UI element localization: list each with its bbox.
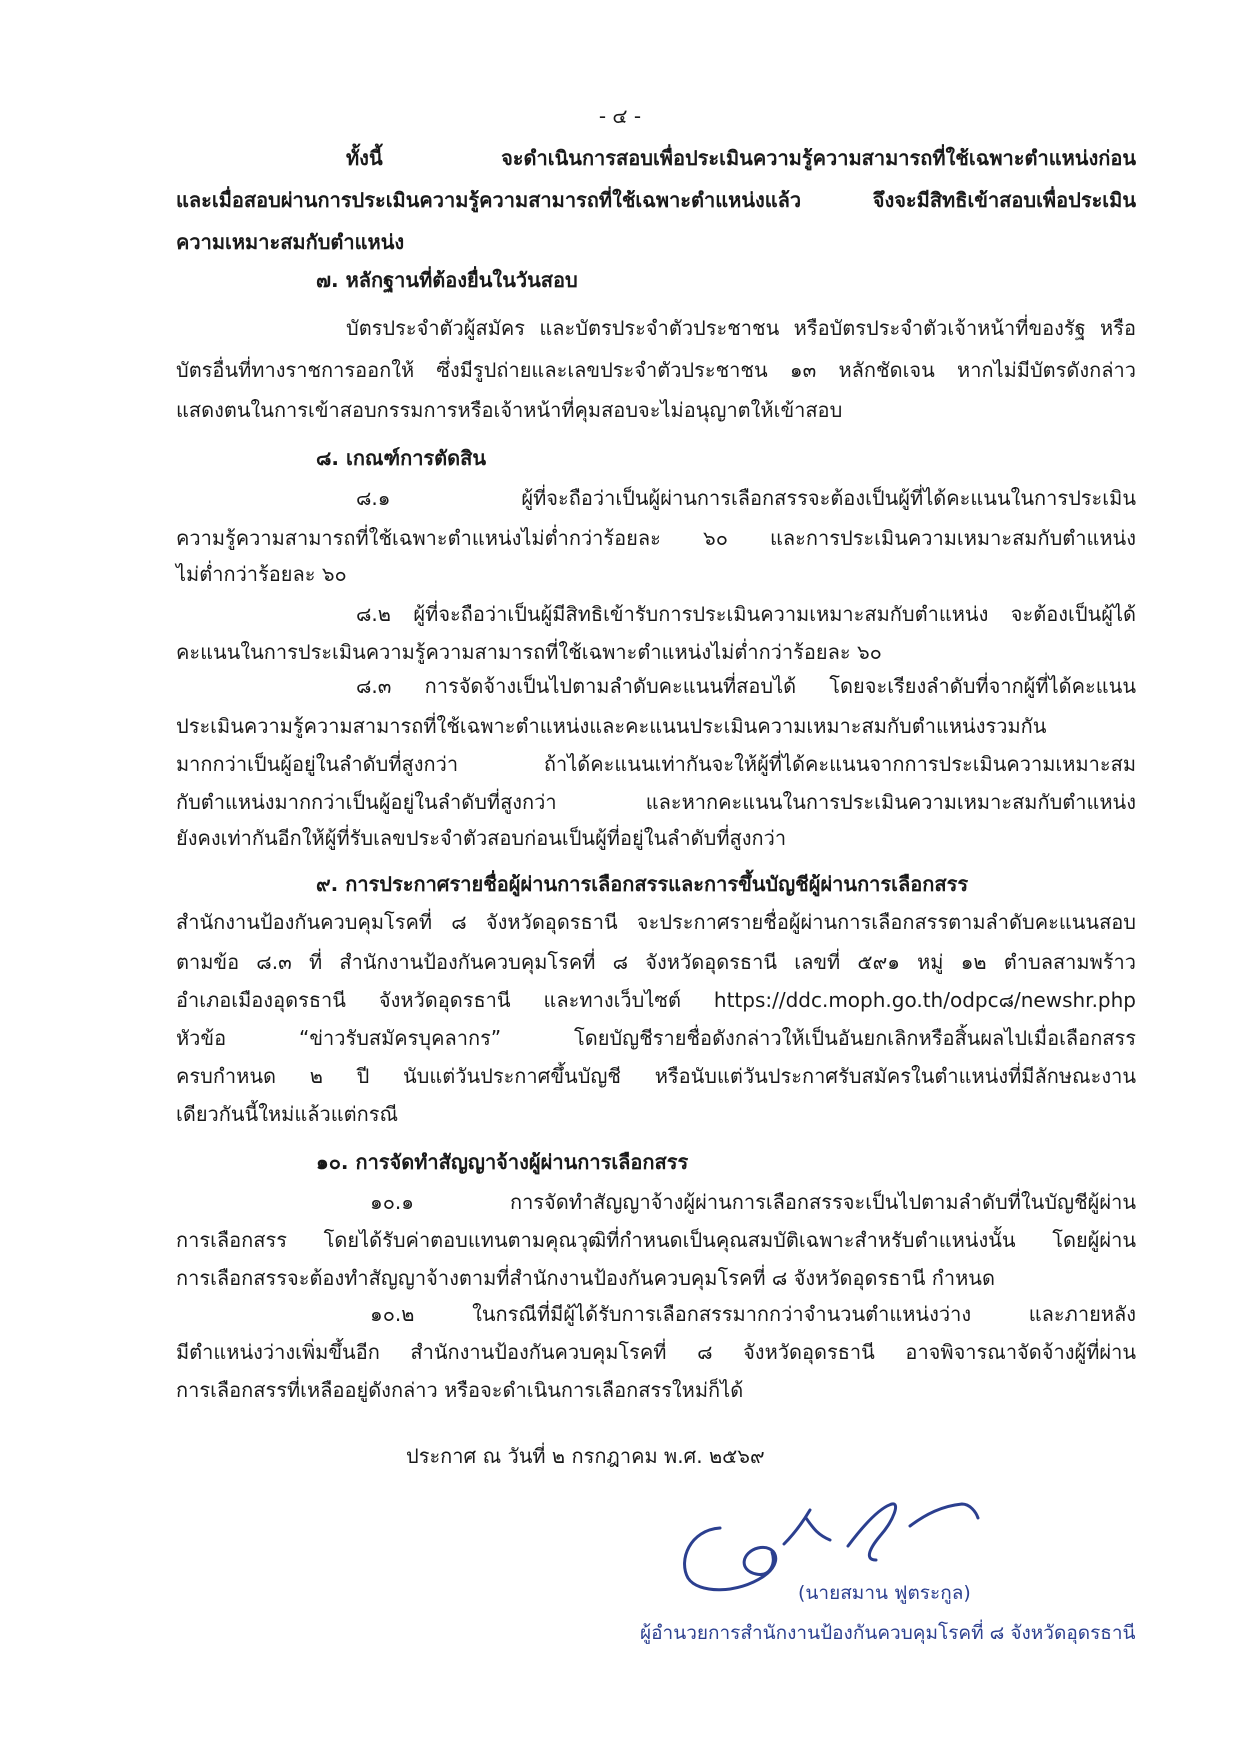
paragraph-line: มีตำแหน่งว่างเพิ่มขึ้นอีก สำนักงานป้องกันควบคุมโรคที่ ๘ จังหวัดอุดรธานี อาจพิจารณาจัดจ้างผู้ที่ผ่าน <box>176 1340 1136 1364</box>
paragraph-line: สำนักงานป้องกันควบคุมโรคที่ ๘ จังหวัดอุดรธานี จะประกาศรายชื่อผู้ผ่านการเลือกสรรตามลำดับคะแนนสอบ <box>176 910 1136 934</box>
paragraph-line: คะแนนในการประเมินความรู้ความสามารถที่ใช้เฉพาะตำแหน่งไม่ต่ำกว่าร้อยละ ๖๐ <box>176 640 882 664</box>
paragraph-line: การเลือกสรรที่เหลืออยู่ดังกล่าว หรือจะดำเนินการเลือกสรรใหม่ก็ได้ <box>176 1378 744 1402</box>
paragraph-line: ๘.๒ ผู้ที่จะถือว่าเป็นผู้มีสิทธิเข้ารับการประเมินความเหมาะสมกับตำแหน่ง จะต้องเป็นผู้ได้ <box>356 602 1136 626</box>
signer-title: ผู้อำนวยการสำนักงานป้องกันควบคุมโรคที่ ๘ จังหวัดอุดรธานี <box>640 1622 1136 1644</box>
section-heading-10: ๑๐. การจัดทำสัญญาจ้างผู้ผ่านการเลือกสรร <box>316 1150 689 1174</box>
paragraph-line: ๘.๓ การจัดจ้างเป็นไปตามลำดับคะแนนที่สอบได้ โดยจะเรียงลำดับที่จากผู้ที่ได้คะแนน <box>356 674 1136 698</box>
paragraph-line: การเลือกสรร โดยได้รับค่าตอบแทนตามคุณวุฒิที่กำหนดเป็นคุณสมบัติเฉพาะสำหรับตำแหน่งนั้น โดยผู้ผ่าน <box>176 1228 1136 1252</box>
paragraph-line: การเลือกสรรจะต้องทำสัญญาจ้างตามที่สำนักงานป้องกันควบคุมโรคที่ ๘ จังหวัดอุดรธานี กำหนด <box>176 1266 995 1290</box>
paragraph-line: เดียวกันนี้ใหม่แล้วแต่กรณี <box>176 1102 399 1126</box>
paragraph-line: ประเมินความรู้ความสามารถที่ใช้เฉพาะตำแหน่งและคะแนนประเมินความเหมาะสมกับตำแหน่งรวมกัน <box>176 714 1047 738</box>
paragraph-line: แสดงตนในการเข้าสอบกรรมการหรือเจ้าหน้าที่คุมสอบจะไม่อนุญาตให้เข้าสอบ <box>176 398 843 422</box>
paragraph-line: ๑๐.๑ การจัดทำสัญญาจ้างผู้ผ่านการเลือกสรรจะเป็นไปตามลำดับที่ในบัญชีผู้ผ่าน <box>370 1190 1136 1214</box>
paragraph-line: ทั้งนี้ จะดำเนินการสอบเพื่อประเมินความรู้ความสามารถที่ใช้เฉพาะตำแหน่งก่อน <box>346 146 1136 170</box>
paragraph-line: หัวข้อ “ข่าวรับสมัครบุคลากร” โดยบัญชีรายชื่อดังกล่าวให้เป็นอันยกเลิกหรือสิ้นผลไปเมื่อเลือกสรร <box>176 1026 1136 1050</box>
paragraph-line: กับตำแหน่งมากกว่าเป็นผู้อยู่ในลำดับที่สูงกว่า และหากคะแนนในการประเมินความเหมาะสมกับตำแหน่ง <box>176 790 1136 814</box>
section-heading-9: ๙. การประกาศรายชื่อผู้ผ่านการเลือกสรรและการขึ้นบัญชีผู้ผ่านการเลือกสรร <box>316 872 969 896</box>
paragraph-line: ความเหมาะสมกับตำแหน่ง <box>176 230 405 254</box>
paragraph-line: บัตรอื่นที่ทางราชการออกให้ ซึ่งมีรูปถ่ายและเลขประจำตัวประชาชน ๑๓ หลักชัดเจน หากไม่มีบัตรดังกล่าว <box>176 358 1136 382</box>
section-heading-8: ๘. เกณฑ์การตัดสิน <box>316 446 487 470</box>
paragraph-line: ไม่ต่ำกว่าร้อยละ ๖๐ <box>176 562 347 586</box>
signer-name: (นายสมาน ฟูตระกูล) <box>798 1582 971 1604</box>
section-heading-7: ๗. หลักฐานที่ต้องยื่นในวันสอบ <box>316 268 578 292</box>
paragraph-line: และเมื่อสอบผ่านการประเมินความรู้ความสามารถที่ใช้เฉพาะตำแหน่งแล้ว จึงจะมีสิทธิเข้าสอบเพื่อประเมิน <box>176 188 1136 212</box>
paragraph-line: ๘.๑ ผู้ที่จะถือว่าเป็นผู้ผ่านการเลือกสรรจะต้องเป็นผู้ที่ได้คะแนนในการประเมิน <box>356 486 1136 510</box>
paragraph-line: อำเภอเมืองอุดรธานี จังหวัดอุดรธานี และทางเว็บไซต์ https://ddc.moph.go.th/odpc๘/newshr.php <box>176 988 1136 1012</box>
paragraph-line: มากกว่าเป็นผู้อยู่ในลำดับที่สูงกว่า ถ้าได้คะแนนเท่ากันจะให้ผู้ที่ได้คะแนนจากการประเมินความเหมาะสม <box>176 752 1136 776</box>
paragraph-line: ครบกำหนด ๒ ปี นับแต่วันประกาศขึ้นบัญชี หรือนับแต่วันประกาศรับสมัครในตำแหน่งที่มีลักษณะงาน <box>176 1064 1136 1088</box>
paragraph-line: ยังคงเท่ากันอีกให้ผู้ที่รับเลขประจำตัวสอบก่อนเป็นผู้ที่อยู่ในลำดับที่สูงกว่า <box>176 826 787 850</box>
paragraph-line: ๑๐.๒ ในกรณีที่มีผู้ได้รับการเลือกสรรมากกว่าจำนวนตำแหน่งว่าง และภายหลัง <box>370 1302 1136 1326</box>
paragraph-line: ตามข้อ ๘.๓ ที่ สำนักงานป้องกันควบคุมโรคที่ ๘ จังหวัดอุดรธานี เลขที่ ๕๙๑ หมู่ ๑๒ ตำบลสามพร้าว <box>176 950 1136 974</box>
paragraph-line: บัตรประจำตัวผู้สมัคร และบัตรประจำตัวประชาชน หรือบัตรประจำตัวเจ้าหน้าที่ของรัฐ หรือ <box>346 316 1136 340</box>
paragraph-line: ความรู้ความสามารถที่ใช้เฉพาะตำแหน่งไม่ต่ำกว่าร้อยละ ๖๐ และการประเมินความเหมาะสมกับตำแหน่ง <box>176 526 1136 550</box>
announce-date: ประกาศ ณ วันที่ ๒ กรกฎาคม พ.ศ. ๒๕๖๙ <box>406 1444 765 1468</box>
page-number: - ๔ - <box>598 104 642 128</box>
